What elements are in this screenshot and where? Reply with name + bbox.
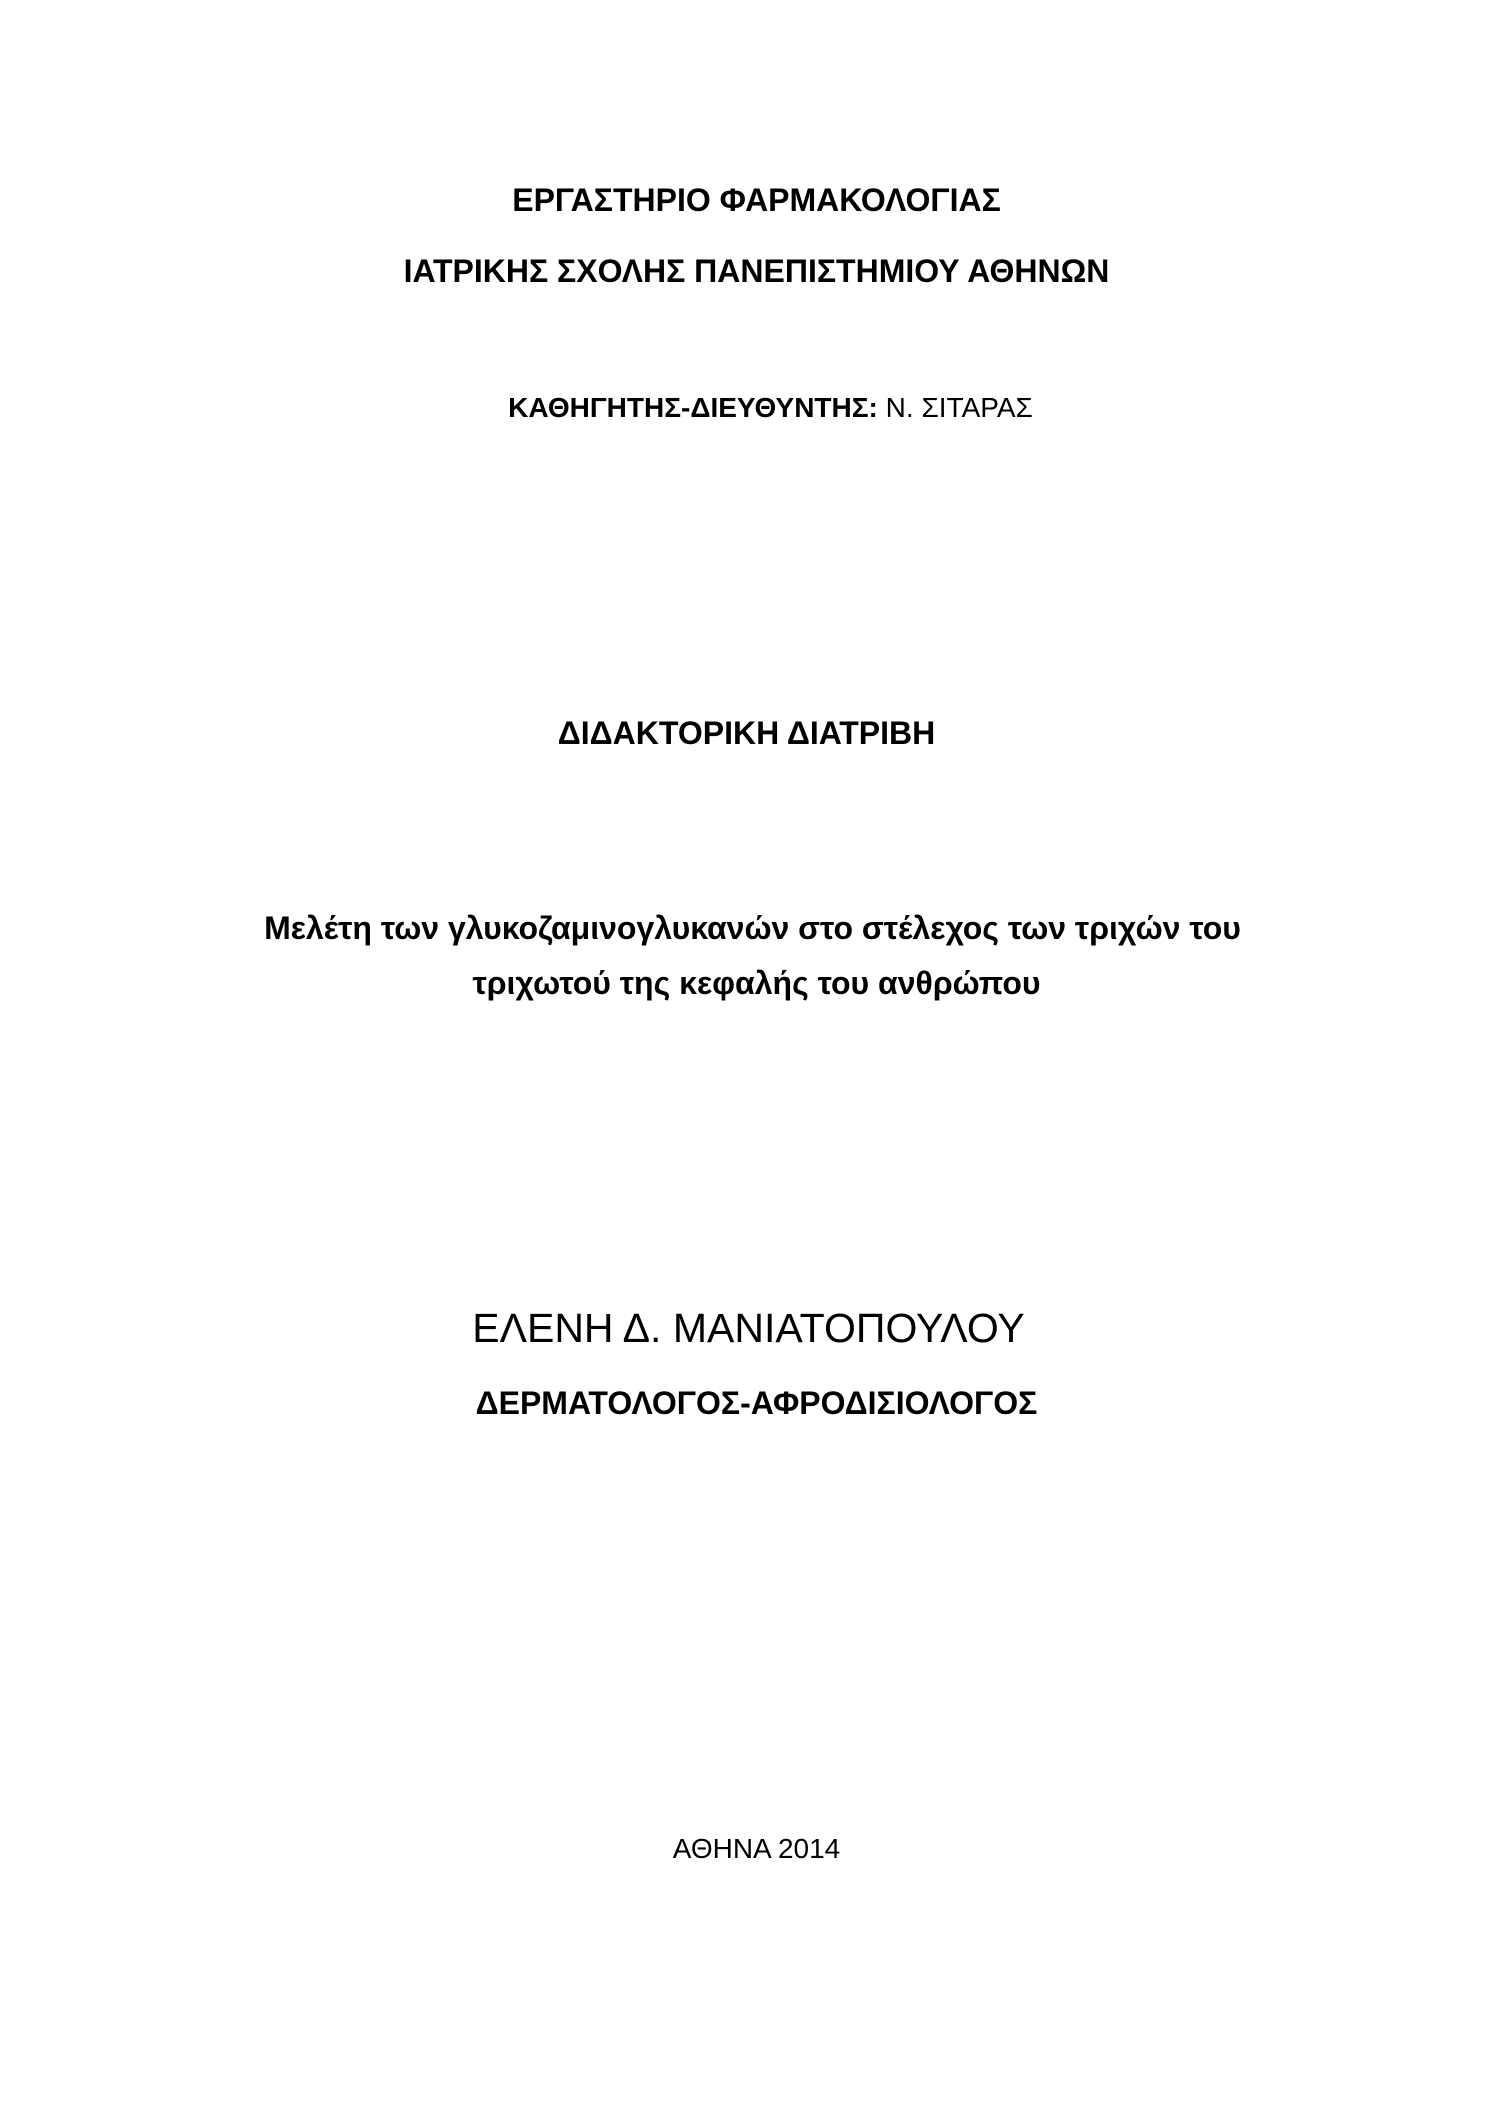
professor-label: ΚΑΘΗΓΗΤΗΣ-ΔΙΕΥΘΥΝΤΗΣ: <box>508 392 878 423</box>
school-name: ΙΑΤΡΙΚΗΣ ΣΧΟΛΗΣ ΠΑΝΕΠΙΣΤΗΜΙΟΥ ΑΘΗΝΩΝ <box>403 253 1110 289</box>
thesis-title-line-1: Μελέτη των γλυκοζαμινογλυκανών στο στέλεχος των τριχών του <box>264 910 1241 946</box>
thesis-title-line-2: τριχωτού της κεφαλής του ανθρώπου <box>472 965 1041 1001</box>
professor-name: Ν. ΣΙΤΑΡΑΣ <box>877 392 1033 423</box>
author-specialty: ΔΕΡΜΑΤΟΛΟΓΟΣ-ΑΦΡΟΔΙΣΙΟΛΟΓΟΣ <box>475 1385 1038 1421</box>
author-name: ΕΛΕΝΗ Δ. ΜΑΝΙΑΤΟΠΟΥΛΟΥ <box>472 1305 1025 1351</box>
place-and-year: ΑΘΗΝΑ 2014 <box>672 1833 841 1864</box>
laboratory-name: ΕΡΓΑΣΤΗΡΙΟ ΦΑΡΜΑΚΟΛΟΓΙΑΣ <box>512 182 1001 218</box>
document-type: ΔΙΔΑΚΤΟΡΙΚΗ ΔΙΑΤΡΙΒΗ <box>557 715 936 751</box>
professor-line <box>26 392 1489 424</box>
